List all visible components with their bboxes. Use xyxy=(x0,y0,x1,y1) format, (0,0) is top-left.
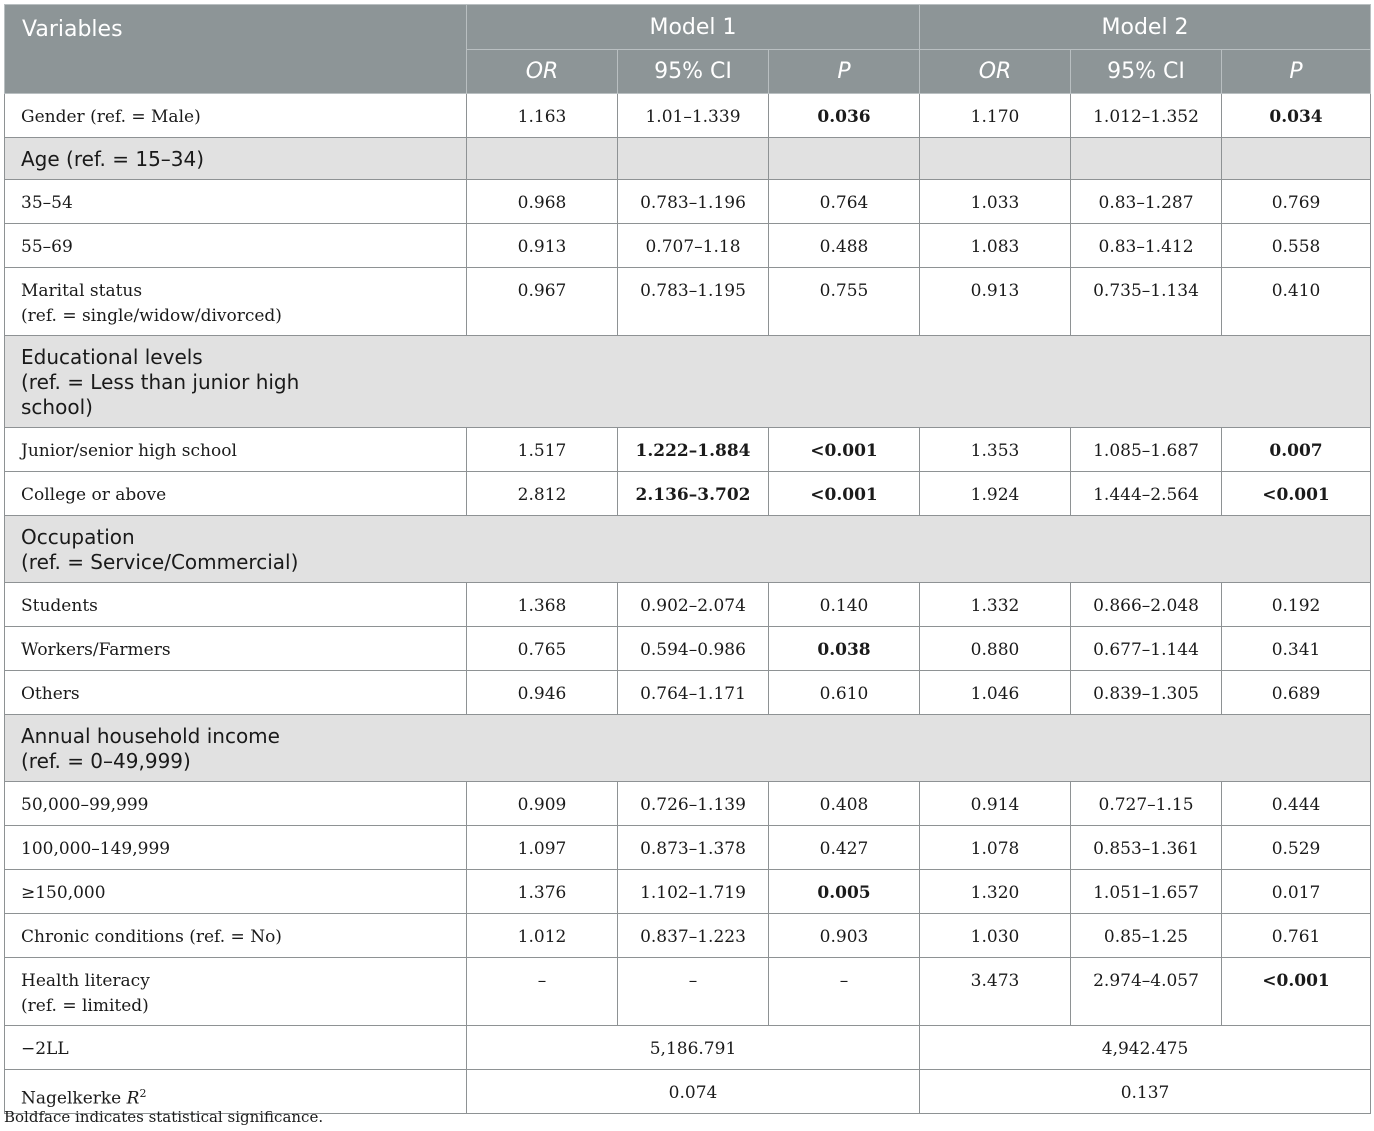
row-label: 35–54 xyxy=(5,180,467,224)
model1-or-cell: 1.517 xyxy=(467,428,618,472)
table-row xyxy=(5,268,1371,336)
group-row xyxy=(5,715,1371,782)
row-label-italic: R xyxy=(126,1088,140,1109)
table-row xyxy=(5,870,1371,914)
row-label: ≥150,000 xyxy=(5,870,467,914)
row-label: Health literacy (ref. = limited) xyxy=(5,958,467,1026)
row-label: Others xyxy=(5,671,467,715)
summary-row xyxy=(5,1070,1371,1114)
model1-p-cell: 0.903 xyxy=(769,914,920,958)
row-label: 50,000–99,999 xyxy=(5,782,467,826)
model2-or-cell: 1.046 xyxy=(920,671,1071,715)
model2-p-cell: 0.558 xyxy=(1222,224,1371,268)
model1-or-cell: – xyxy=(467,958,618,1026)
model1-p-cell: 0.036 xyxy=(769,94,920,138)
row-label: 100,000–149,999 xyxy=(5,826,467,870)
row-label: Students xyxy=(5,583,467,627)
model2-ci-cell: 0.866–2.048 xyxy=(1071,583,1222,627)
model1-ci-cell: 0.707–1.18 xyxy=(618,224,769,268)
table-footnote: Boldface indicates statistical significance. xyxy=(4,1108,324,1126)
model1-or-cell: 2.812 xyxy=(467,472,618,516)
group-row xyxy=(5,516,1371,583)
model1-or-cell: 0.946 xyxy=(467,671,618,715)
model1-ci-cell: 0.837–1.223 xyxy=(618,914,769,958)
model1-p-cell: 0.610 xyxy=(769,671,920,715)
model2-or-cell: 3.473 xyxy=(920,958,1071,1026)
model1-p-cell: <0.001 xyxy=(769,472,920,516)
model2-or-cell: 0.914 xyxy=(920,782,1071,826)
model2-summary-cell: 0.137 xyxy=(920,1070,1371,1114)
model2-p-cell: <0.001 xyxy=(1222,958,1371,1026)
model2-p-cell: 0.529 xyxy=(1222,826,1371,870)
model2-ci-cell: 0.727–1.15 xyxy=(1071,782,1222,826)
model2-ci-cell: 0.839–1.305 xyxy=(1071,671,1222,715)
table-row xyxy=(5,958,1371,1026)
model1-or-cell: 0.909 xyxy=(467,782,618,826)
model2-p-cell: 0.761 xyxy=(1222,914,1371,958)
model1-or-cell: 1.012 xyxy=(467,914,618,958)
regression-table-container xyxy=(4,4,1369,1114)
model1-or-cell: 0.967 xyxy=(467,268,618,336)
group-label: Annual household income (ref. = 0–49,999) xyxy=(5,715,1371,782)
model2-or-cell: 0.913 xyxy=(920,268,1071,336)
summary-row xyxy=(5,1026,1371,1070)
model1-ci-cell: 1.222–1.884 xyxy=(618,428,769,472)
model1-p-cell: 0.488 xyxy=(769,224,920,268)
model2-ci-cell: 0.677–1.144 xyxy=(1071,627,1222,671)
model1-p-cell: 0.755 xyxy=(769,268,920,336)
model2-p-cell: 0.410 xyxy=(1222,268,1371,336)
row-label: Gender (ref. = Male) xyxy=(5,94,467,138)
model1-ci-cell: 0.594–0.986 xyxy=(618,627,769,671)
model1-or-cell: 0.765 xyxy=(467,627,618,671)
table-row xyxy=(5,224,1371,268)
model1-ci-header: 95% CI xyxy=(618,50,769,94)
model2-ci-cell: 1.051–1.657 xyxy=(1071,870,1222,914)
table-body xyxy=(5,94,1371,1114)
model2-ci-cell: 2.974–4.057 xyxy=(1071,958,1222,1026)
model2-summary-cell: 4,942.475 xyxy=(920,1026,1371,1070)
row-label: Chronic conditions (ref. = No) xyxy=(5,914,467,958)
model1-p-cell: 0.005 xyxy=(769,870,920,914)
model2-or-header: OR xyxy=(920,50,1071,94)
model2-p-cell: 0.689 xyxy=(1222,671,1371,715)
model1-ci-cell: 1.102–1.719 xyxy=(618,870,769,914)
model2-ci-cell: 1.085–1.687 xyxy=(1071,428,1222,472)
model1-p-cell: 0.427 xyxy=(769,826,920,870)
model1-p-cell: – xyxy=(769,958,920,1026)
model2-p-cell: 0.007 xyxy=(1222,428,1371,472)
model1-summary-cell: 0.074 xyxy=(467,1070,920,1114)
table-row xyxy=(5,627,1371,671)
model1-or-cell: 0.913 xyxy=(467,224,618,268)
model1-ci-cell: 0.783–1.196 xyxy=(618,180,769,224)
header-row-models xyxy=(5,5,1371,50)
model2-or-cell: 0.880 xyxy=(920,627,1071,671)
model2-p-cell: 0.017 xyxy=(1222,870,1371,914)
model2-ci-cell: 1.444–2.564 xyxy=(1071,472,1222,516)
table-row xyxy=(5,583,1371,627)
model1-ci-cell: 0.873–1.378 xyxy=(618,826,769,870)
model2-ci-cell: 0.83–1.412 xyxy=(1071,224,1222,268)
group-row xyxy=(5,336,1371,428)
group-label: Occupation (ref. = Service/Commercial) xyxy=(5,516,1371,583)
model2-or-cell: 1.924 xyxy=(920,472,1071,516)
table-row xyxy=(5,428,1371,472)
table-row xyxy=(5,472,1371,516)
model1-ci-cell: – xyxy=(618,958,769,1026)
row-label: Marital status (ref. = single/widow/divorced) xyxy=(5,268,467,336)
model1-ci-cell: 0.902–2.074 xyxy=(618,583,769,627)
model2-ci-cell: 0.853–1.361 xyxy=(1071,826,1222,870)
model2-or-cell: 1.353 xyxy=(920,428,1071,472)
model2-ci-cell: 0.85–1.25 xyxy=(1071,914,1222,958)
model2-p-cell: <0.001 xyxy=(1222,472,1371,516)
table-row xyxy=(5,671,1371,715)
table-row xyxy=(5,94,1371,138)
model1-or-cell: 1.163 xyxy=(467,94,618,138)
table-row xyxy=(5,782,1371,826)
model1-p-cell: 0.140 xyxy=(769,583,920,627)
model2-or-cell: 1.078 xyxy=(920,826,1071,870)
empty-cell xyxy=(1071,138,1222,180)
row-label: Junior/senior high school xyxy=(5,428,467,472)
empty-cell xyxy=(1222,138,1371,180)
empty-cell xyxy=(920,138,1071,180)
model1-p-header: P xyxy=(769,50,920,94)
model1-ci-cell: 0.764–1.171 xyxy=(618,671,769,715)
model2-ci-cell: 0.83–1.287 xyxy=(1071,180,1222,224)
row-label-text: −2LL xyxy=(21,1039,69,1059)
row-label: 55–69 xyxy=(5,224,467,268)
table-row xyxy=(5,826,1371,870)
model1-p-cell: 0.408 xyxy=(769,782,920,826)
model2-or-cell: 1.033 xyxy=(920,180,1071,224)
model1-p-cell: 0.764 xyxy=(769,180,920,224)
model2-ci-header: 95% CI xyxy=(1071,50,1222,94)
model1-ci-cell: 1.01–1.339 xyxy=(618,94,769,138)
model2-or-cell: 1.170 xyxy=(920,94,1071,138)
model2-or-cell: 1.083 xyxy=(920,224,1071,268)
model1-header: Model 1 xyxy=(467,5,920,50)
group-row xyxy=(5,138,1371,180)
model2-header: Model 2 xyxy=(920,5,1371,50)
model2-p-header: P xyxy=(1222,50,1371,94)
model2-ci-cell: 0.735–1.134 xyxy=(1071,268,1222,336)
model2-ci-cell: 1.012–1.352 xyxy=(1071,94,1222,138)
group-label: Educational levels (ref. = Less than junior high school) xyxy=(5,336,1371,428)
model1-or-header: OR xyxy=(467,50,618,94)
model1-ci-cell: 0.783–1.195 xyxy=(618,268,769,336)
row-label xyxy=(5,1026,467,1070)
model2-p-cell: 0.034 xyxy=(1222,94,1371,138)
row-label-superscript: 2 xyxy=(139,1087,147,1100)
model2-p-cell: 0.769 xyxy=(1222,180,1371,224)
model2-or-cell: 1.320 xyxy=(920,870,1071,914)
model1-or-cell: 0.968 xyxy=(467,180,618,224)
group-label: Age (ref. = 15–34) xyxy=(5,138,467,180)
model1-p-cell: 0.038 xyxy=(769,627,920,671)
variables-header: Variables xyxy=(5,5,467,94)
model1-p-cell: <0.001 xyxy=(769,428,920,472)
row-label: College or above xyxy=(5,472,467,516)
table-row xyxy=(5,180,1371,224)
row-label xyxy=(5,1070,467,1114)
model1-ci-cell: 2.136–3.702 xyxy=(618,472,769,516)
empty-cell xyxy=(618,138,769,180)
row-label: Workers/Farmers xyxy=(5,627,467,671)
model1-ci-cell: 0.726–1.139 xyxy=(618,782,769,826)
model1-or-cell: 1.376 xyxy=(467,870,618,914)
model2-or-cell: 1.030 xyxy=(920,914,1071,958)
model1-or-cell: 1.097 xyxy=(467,826,618,870)
row-label-text: Nagelkerke xyxy=(21,1088,127,1109)
empty-cell xyxy=(769,138,920,180)
empty-cell xyxy=(467,138,618,180)
model2-p-cell: 0.444 xyxy=(1222,782,1371,826)
regression-table xyxy=(4,4,1371,1114)
model2-or-cell: 1.332 xyxy=(920,583,1071,627)
table-row xyxy=(5,914,1371,958)
model1-or-cell: 1.368 xyxy=(467,583,618,627)
model1-summary-cell: 5,186.791 xyxy=(467,1026,920,1070)
model2-p-cell: 0.341 xyxy=(1222,627,1371,671)
model2-p-cell: 0.192 xyxy=(1222,583,1371,627)
